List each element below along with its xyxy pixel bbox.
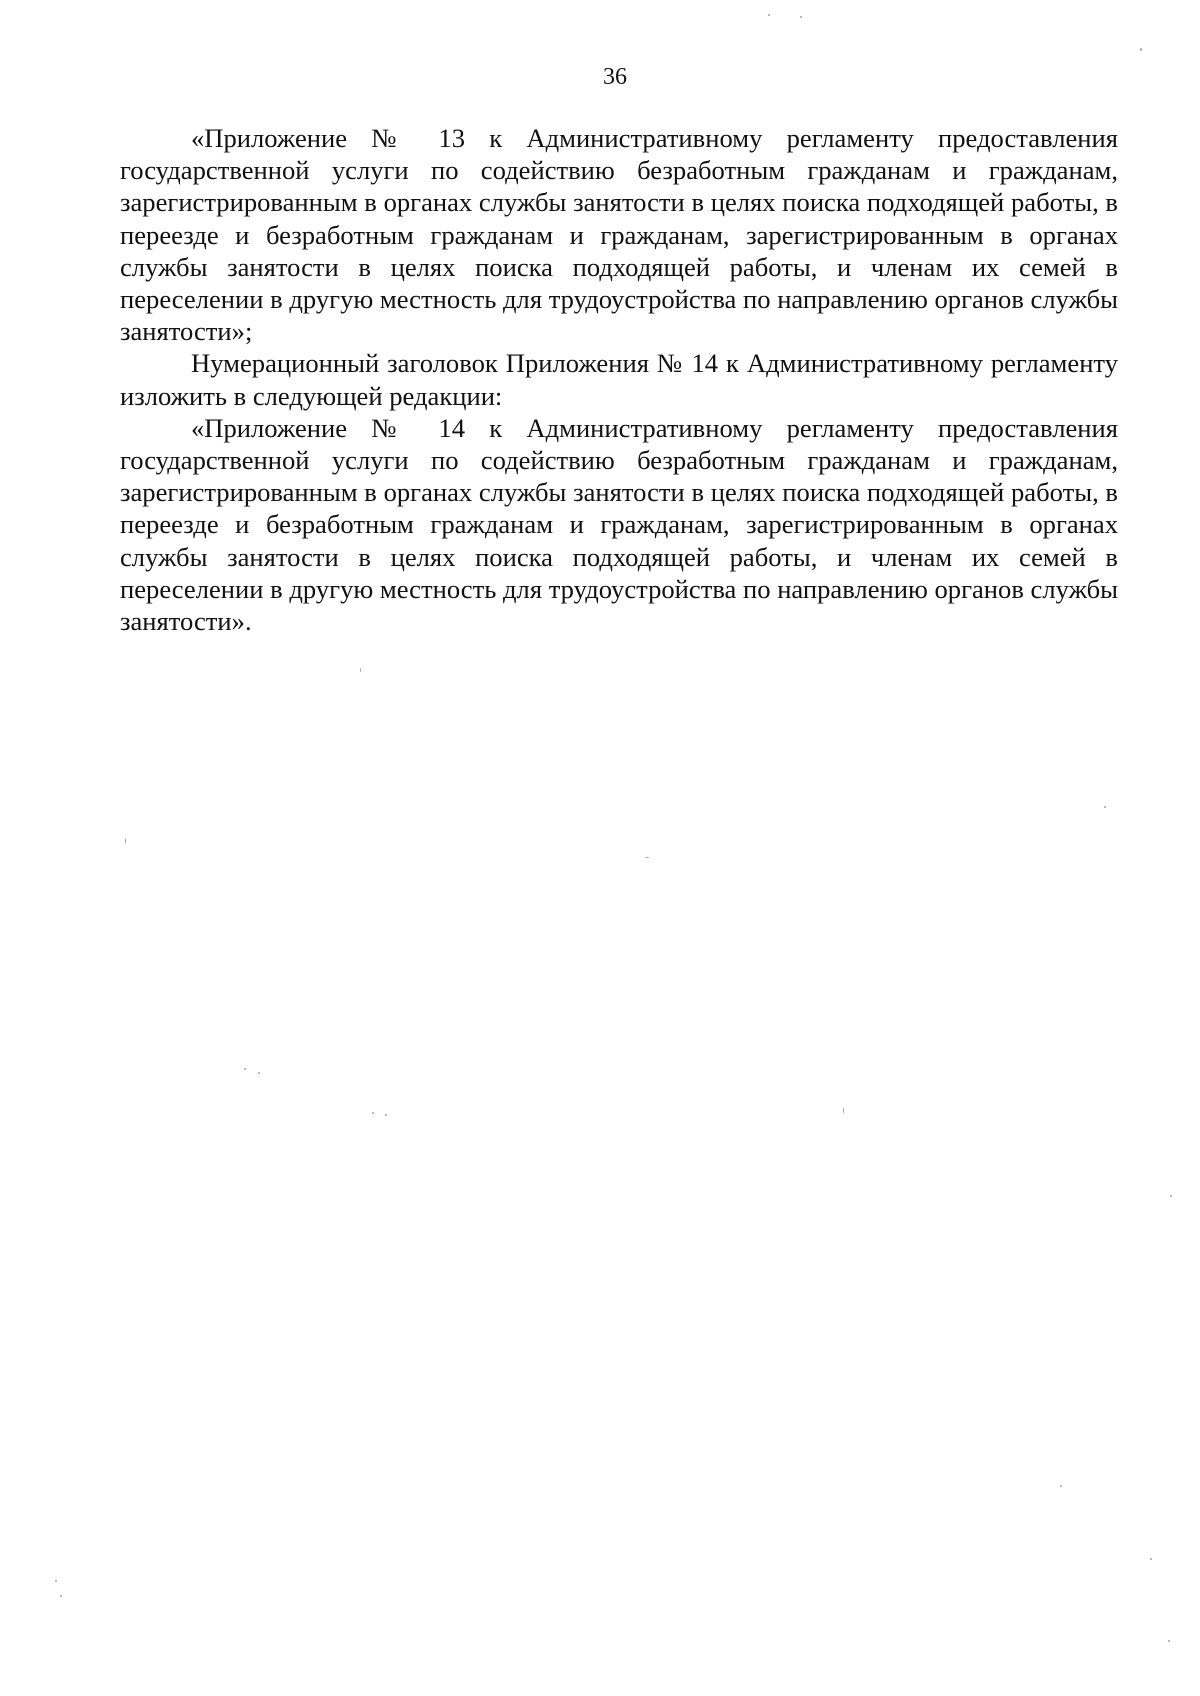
document-body	[120, 122, 1118, 637]
paragraph-appendix-14: «Приложение № 14 к Административному регламенту предоставления государственной услуги по содействию безработным гражданам и гражданам, зарегистрированным в органах службы занятости в целях поиска подходящей работы, в переезде и безработным гражданам и гражданам, зарегистрированным в органах службы занятости в целях поиска подходящей работы, и членам их семей в переселении в другую местность для трудоустройства по направлению органов службы занятости».	[120, 412, 1118, 637]
paragraph-appendix-13: «Приложение № 13 к Административному регламенту предоставления государственной услуги по содействию безработным гражданам и гражданам, зарегистрированным в органах службы занятости в целях поиска подходящей работы, в переезде и безработным гражданам и гражданам, зарегистрированным в органах службы занятости в целях поиска подходящей работы, и членам их семей в переселении в другую местность для трудоустройства по направлению органов службы занятости»;	[120, 123, 1118, 347]
paragraph-heading-instruction: Нумерационный заголовок Приложения № 14 к Административному регламенту изложить в следующей редакции:	[120, 348, 1118, 411]
page-number: 36	[603, 64, 627, 90]
